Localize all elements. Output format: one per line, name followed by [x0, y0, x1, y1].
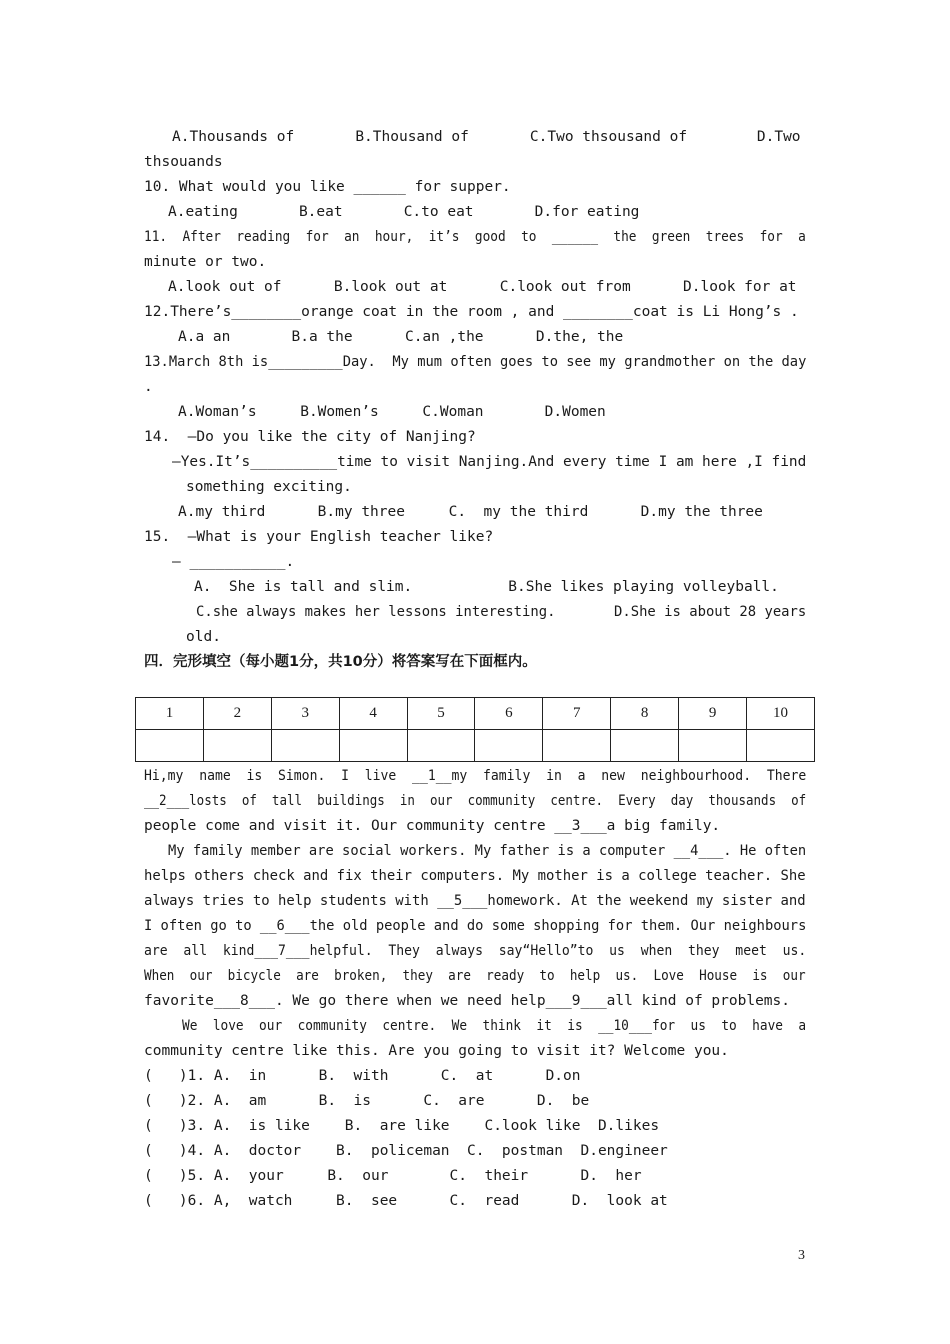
answer-cell[interactable]: [271, 730, 339, 762]
text-line: 10. What would you like ______ for supper.: [144, 179, 511, 195]
text-line: ( )5. A. your B. our C. their D. her: [144, 1168, 642, 1184]
text-line: people come and visit it. Our community centre __3___a big family.: [144, 818, 721, 834]
text-line: A.Thousands of B.Thousand of C.Two thsousand of D.Two: [172, 129, 801, 145]
answer-cell[interactable]: [203, 730, 271, 762]
answer-cell[interactable]: [475, 730, 543, 762]
answer-number: 4: [339, 698, 407, 730]
text-line: —Yes.It’s__________time to visit Nanjing.And every time I am here ,I find: [172, 454, 807, 470]
answer-number: 2: [203, 698, 271, 730]
text-line: always tries to help students with __5___homework. At the weekend my sister and: [144, 893, 806, 909]
answer-number: 3: [271, 698, 339, 730]
text-line: are all kind___7___helpful. They always say“Hello”to us when they meet us.: [144, 943, 807, 959]
text-line: 15. —What is your English teacher like?: [144, 529, 494, 545]
text-line: ( )6. A, watch B. see C. read D. look at: [144, 1193, 668, 1209]
answer-cell[interactable]: [611, 730, 679, 762]
text-line: I often go to __6___the old people and do some shopping for them. Our neighbours: [144, 918, 807, 934]
text-line: My family member are social workers. My father is a computer __4___. He often: [168, 843, 807, 859]
answer-cell[interactable]: [543, 730, 611, 762]
answer-cell[interactable]: [407, 730, 475, 762]
text-line: When our bicycle are broken, they are ready to help us. Love House is our: [144, 968, 806, 984]
answer-number: 10: [747, 698, 815, 730]
text-line: A.look out of B.look out at C.look out from D.look for at: [168, 279, 797, 295]
answer-cell[interactable]: [747, 730, 815, 762]
text-line: thsouands: [144, 154, 223, 170]
text-line: 12.There’s________orange coat in the room , and ________coat is Li Hong’s .: [144, 304, 799, 320]
text-line: We love our community centre. We think it is __10___for us to have a: [182, 1018, 807, 1034]
section-title: 四．完形填空（每小题1分，共10分）将答案写在下面框内。: [144, 654, 537, 670]
text-line: old.: [186, 629, 221, 645]
answer-cell[interactable]: [136, 730, 204, 762]
text-line: __2___losts of tall buildings in our community centre. Every day thousands of: [144, 793, 807, 809]
text-line: A. She is tall and slim. B.She likes playing volleyball.: [194, 579, 779, 595]
text-line: ( )2. A. am B. is C. are D. be: [144, 1093, 590, 1109]
answer-number: 1: [136, 698, 204, 730]
text-line: 14. —Do you like the city of Nanjing?: [144, 429, 476, 445]
answer-table-blank-row: [136, 730, 815, 762]
text-line: .: [144, 379, 153, 395]
text-line: A.Woman’s B.Women’s C.Woman D.Women: [178, 404, 606, 420]
text-line: — ___________.: [172, 554, 295, 570]
answer-number: 8: [611, 698, 679, 730]
answer-number: 7: [543, 698, 611, 730]
answer-cell[interactable]: [339, 730, 407, 762]
answer-cell[interactable]: [679, 730, 747, 762]
text-line: A.a an B.a the C.an ,the D.the, the: [178, 329, 624, 345]
answer-number: 9: [679, 698, 747, 730]
answer-table: [135, 697, 815, 762]
text-line: A.my third B.my three C. my the third D.my the three: [178, 504, 763, 520]
text-line: favorite___8___. We go there when we need help___9___all kind of problems.: [144, 993, 791, 1009]
text-line: C.she always makes her lessons interesting. D.She is about 28 years: [196, 604, 807, 620]
text-line: ( )1. A. in B. with C. at D.on: [144, 1068, 581, 1084]
text-line: helps others check and fix their computers. My mother is a college teacher. She: [144, 868, 806, 884]
text-line: community centre like this. Are you going to visit it? Welcome you.: [144, 1043, 729, 1059]
answer-number: 5: [407, 698, 475, 730]
text-line: 13.March 8th is_________Day. My mum often goes to see my grandmother on the day: [144, 354, 807, 370]
page-number: 3: [798, 1248, 805, 1263]
text-line: something exciting.: [186, 479, 352, 495]
text-line: Hi,my name is Simon. I live __1__my family in a new neighbourhood. There: [144, 768, 807, 784]
text-line: ( )3. A. is like B. are like C.look like D.likes: [144, 1118, 660, 1134]
answer-number: 6: [475, 698, 543, 730]
text-line: 11. After reading for an hour, it’s good to ______ the green trees for a: [144, 229, 806, 245]
text-line: minute or two.: [144, 254, 267, 270]
text-line: A.eating B.eat C.to eat D.for eating: [168, 204, 640, 220]
text-line: ( )4. A. doctor B. policeman C. postman D.engineer: [144, 1143, 668, 1159]
answer-table-header-row: [136, 698, 815, 730]
